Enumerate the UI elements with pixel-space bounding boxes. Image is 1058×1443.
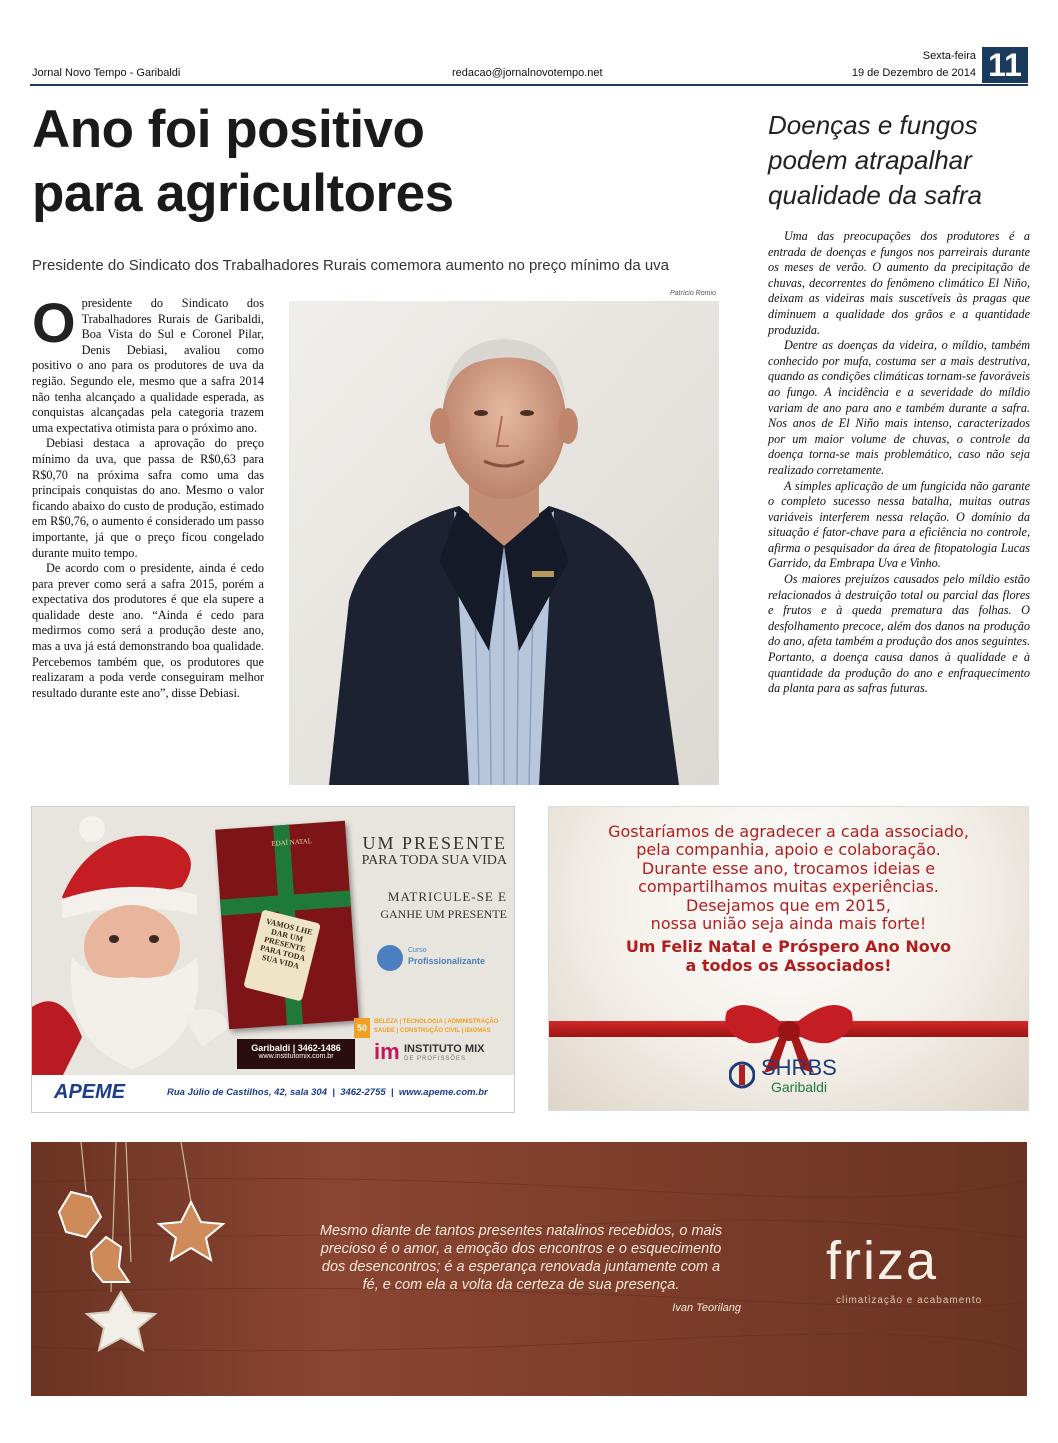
contact-site[interactable]: www.institutomix.com.br xyxy=(258,1053,334,1060)
shrbs-advert[interactable] xyxy=(548,806,1029,1111)
shrbs-line-4: compartilhamos muitas experiências. xyxy=(638,877,939,897)
santa-illustration xyxy=(32,807,232,1077)
headline-line-1: Ano foi positivo xyxy=(32,100,425,159)
issue-date: 19 de Dezembro de 2014 xyxy=(851,67,976,79)
sidebar-title-line-2: podem atrapalhar xyxy=(768,145,972,175)
article-body xyxy=(32,291,264,701)
areas-line-1: BELEZA | TECNOLOGIA | ADMINISTRAÇÃO xyxy=(374,1019,499,1025)
gift-tag: VAMOS LHE DAR UM PRESENTE PARA TODA SUA VIDA xyxy=(243,909,321,1001)
friza-advert[interactable] xyxy=(31,1142,1027,1396)
curso-label-2: Profissionalizante xyxy=(408,956,486,966)
article-paragraph-1 xyxy=(32,291,264,436)
shrbs-logo-icon xyxy=(729,1057,755,1093)
friza-logo: friza xyxy=(826,1231,939,1291)
publication-name: Jornal Novo Tempo - Garibaldi xyxy=(32,67,181,79)
apeme-footer-text[interactable]: Rua Júlio de Castilhos, 42, sala 304 | 3462-2755 | www.apeme.com.br xyxy=(167,1087,488,1098)
shrbs-logo-name: SHRBS xyxy=(761,1055,837,1080)
contact-city-phone: Garibaldi | 3462-1486 xyxy=(251,1043,341,1053)
curso-icon xyxy=(377,945,403,971)
gift-book xyxy=(215,821,359,1030)
shrbs-logo-sub: Garibaldi xyxy=(771,1079,828,1095)
badge-50: 50 xyxy=(354,1018,370,1038)
sidebar-paragraph-3: A simples aplicação de um fungicida não garante o completo sucesso nessa batalha, muitas outras variáveis interferem nessa relação. O domínio da situação é fator-chave para a eficiência no controle, afirma o pesquisador da área de fitopatologia Lucas Garrido, da Embrapa Uva e Vinho. xyxy=(768,478,1030,571)
paragraph-1-text: presidente do Sindicato dos Trabalhadores Rurais de Garibaldi, Boa Vista do Sul e Coronel Pilar, Denis Debiasi, avaliou como positivo o ano para os produtores de uva da região. Segundo ele, mesmo que a safra 2014 não tenha alcançado a qualidade esperada, as conquistas alcançadas pela categoria trazem uma expectativa otimista para o próximo ano. xyxy=(32,296,264,435)
article-headline xyxy=(32,98,732,226)
portrait-photo xyxy=(289,301,719,785)
apeme-cta-1: MATRICULE-SE E xyxy=(387,889,507,904)
friza-quote-line-1: Mesmo diante de tantos presentes natalinos recebidos, o mais xyxy=(319,1223,723,1239)
sidebar-title-line-1: Doenças e fungos xyxy=(768,110,978,140)
apeme-footer-bar xyxy=(32,1075,514,1112)
sidebar-paragraph-1: Uma das preocupações dos produtores é a entrada de doenças e fungos nos parreirais durante os meses de verão. O aumento da precipitação de chuvas, decorrentes do fenômeno climático El Niño, deixam as videiras mais suscetíveis às pragas que diminuem a qualidade dos grãos e a quantidade produzida. xyxy=(768,229,1030,337)
apeme-cta-2: GANHE UM PRESENTE xyxy=(380,907,507,921)
shrbs-line-1: Gostaríamos de agradecer a cada associado, xyxy=(608,822,969,841)
sidebar-title-line-3: qualidade da safra xyxy=(768,180,982,210)
page-number: 11 xyxy=(982,47,1028,83)
friza-quote-line-4: fé, e com ela a volta da certeza de sua presença. xyxy=(362,1277,680,1293)
im-name: INSTITUTO MIX xyxy=(404,1043,485,1055)
article-paragraph-3: De acordo com o presidente, ainda é cedo para prever como será a safra 2015, porém a expectativa dos produtores é que ela supere a qualidade deste ano. “Ainda é cedo para medirmos como será a produção deste ano, mas a uva já está demonstrando boa qualidade. Percebemos também que, os produtores que realizaram a poda verde conseguiram melhor resultado durante este ano”, disse Debiasi. xyxy=(32,561,264,700)
shrbs-line-2: pela companhia, apoio e colaboração. xyxy=(636,840,941,860)
apeme-headline-2: PARA TODA SUA VIDA xyxy=(361,853,507,868)
apeme-headline-1: UM PRESENTE xyxy=(362,833,507,853)
shrbs-line-7: Um Feliz Natal e Próspero Ano Novo xyxy=(625,937,952,957)
friza-quote-line-2: precioso é o amor, a emoção dos encontros e o esquecimento xyxy=(320,1241,722,1257)
sidebar-paragraph-4: Os maiores prejuízos causados pelo míldio estão relacionados à destruição total ou parcial das flores e frutos e à queda prematura das folhas. O desfolhamento precoce, além dos danos na produção do ano, afeta também a produção dos anos seguintes. Portanto, a doença causa danos à qualidade e à quantidade da produção do ano e enfraquecimento da planta para as safras futuras. xyxy=(768,572,1030,696)
apeme-advert[interactable] xyxy=(31,806,515,1113)
article-subhead: Presidente do Sindicato dos Trabalhadores Rurais comemora aumento no preço mínimo da uva xyxy=(32,257,670,274)
curso-label-1: Curso xyxy=(408,947,427,954)
sidebar-title xyxy=(768,108,1028,213)
friza-logo-sub: climatização e acabamento xyxy=(836,1295,983,1306)
headline-line-2: para agricultores xyxy=(32,164,454,223)
apeme-logo: APEME xyxy=(54,1081,126,1103)
weekday: Sexta-feira xyxy=(922,50,976,62)
header-rule xyxy=(30,84,1028,86)
portrait-illustration xyxy=(289,301,719,785)
im-mark: im xyxy=(374,1039,400,1064)
friza-quote xyxy=(291,1222,751,1294)
sidebar-paragraph-2: Dentre as doenças da videira, o míldio, também conhecido por mufa, costuma ser a mais destrutiva, quando as condições climáticas tornam-se favoráveis ao fungo. A incidência e a severidade do míldio variam de ano para ano e também durante a safra. Nos anos de El Niño mais intenso, caracterizados por um maior volume de chuvas, o controle da doença torna-se mais problemático, caso não seja realizado corretamente. xyxy=(768,338,1030,477)
book-brand: EDAÍ NATAL xyxy=(271,837,313,848)
photo-credit: Patrício Romio xyxy=(670,290,716,297)
areas-line-2: SAÚDE | CONSTRUÇÃO CIVIL | IDIOMAS xyxy=(374,1028,491,1034)
contact-box xyxy=(237,1039,355,1069)
friza-quote-line-3: dos desencontros; é a esperança renovada juntamente com a xyxy=(321,1259,721,1275)
im-sub: DE PROFISSÕES xyxy=(404,1056,467,1062)
shrbs-line-3: Durante esse ano, trocamos ideias e xyxy=(641,858,936,878)
sidebar-body xyxy=(768,229,1030,697)
article-paragraph-2: Debiasi destaca a aprovação do preço mínimo da uva, que passa de R$0,63 para R$0,70 na próxima safra como uma das principais conquistas do ano. Mesmo o valor ficando abaixo do custo de produção, estimado em R$0,76, o aumento é considerado um passo importante, já que o preço ficou congelado durante muito tempo. xyxy=(32,436,264,560)
shrbs-line-8: a todos os Associados! xyxy=(685,955,892,975)
shrbs-line-5: Desejamos que em 2015, xyxy=(686,895,891,915)
newsroom-email[interactable]: redacao@jornalnovotempo.net xyxy=(452,67,603,79)
friza-quote-author: Ivan Teorilang xyxy=(672,1302,741,1314)
shrbs-message xyxy=(549,823,1028,975)
shrbs-line-6: nossa união seja ainda mais forte! xyxy=(650,914,927,934)
drop-cap: O xyxy=(32,291,76,354)
